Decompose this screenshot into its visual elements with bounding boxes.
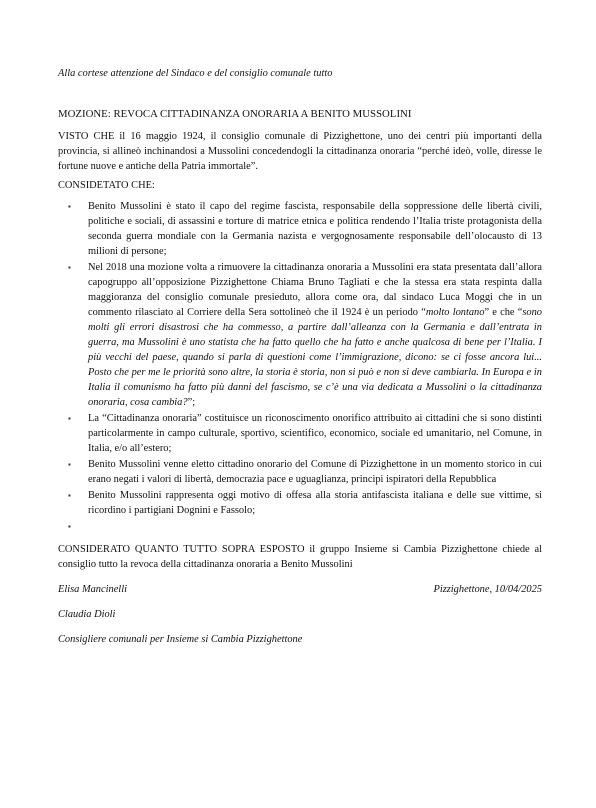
final-paragraph: CONSIDERATO QUANTO TUTTO SOPRA ESPOSTO il gruppo Insieme si Cambia Pizzighettone chiede al consiglio tutto la revoca della cittadinanza onoraria a Benito Mussolini	[58, 544, 542, 570]
place-date: Pizzighettone, 10/04/2025	[433, 584, 542, 595]
signature-row	[58, 582, 542, 597]
considerations-list	[58, 199, 542, 534]
list-item: ▪ La “Cittadinanza onoraria” costituisce un riconoscimento onorifico attribuito ai cittadini che si sono distinti particolarmente in campo culturale, sportivo, scientifico, economico, sociale ed umanitario, nel Comune, in Italia, e/o all’estero;	[88, 411, 542, 456]
signatory-name-2: Claudia Dioli	[58, 609, 116, 620]
list-item	[88, 260, 542, 410]
quote-join: ” e che “	[484, 307, 523, 318]
visto-paragraph: VISTO CHE il 16 maggio 1924, il consiglio comunale di Pizzighettone, uno dei centri più importanti della provincia, si allineò inchinandosi a Mussolini concedendogli la cittadinanza onoraria “perché ideò, volle, diresse le fortune nuove e antiche della Patria immortale”.	[58, 131, 542, 172]
list-item: ▪ Benito Mussolini rappresenta oggi motivo di offesa alla storia antifascista italiana e delle sue vittime, si ricordino i partigiani Dognini e Fassolo;	[88, 488, 542, 518]
list-item: ▪ Benito Mussolini venne eletto cittadino onorario del Comune di Pizzighettone in un momento storico in cui erano negati i valori di libertà, democrazia pace e uguaglianza, principi ispiratori della Repubblica	[88, 457, 542, 487]
considerato-heading: CONSIDETATO CHE:	[58, 180, 155, 191]
list-item-empty	[88, 519, 542, 534]
signatory-name-1: Elisa Mancinelli	[58, 584, 127, 595]
quote-intro: Nel 2018 una mozione volta a rimuovere la cittadinanza onoraria a Mussolini era stata presentata dall’allora capogruppo all’opposizione Pizzighettone Chiama Bruno Tagliati e che la stessa era stata respinta dalla maggioranza del consiglio comunale presieduto, allora come ora, dal sindaco Luca Moggi che in un commento rilasciato al Corriere della Sera sottolineò che il 1924 è un periodo “	[88, 262, 542, 318]
signatory-role: Consigliere comunali per Insieme si Cambia Pizzighettone	[58, 634, 303, 645]
quote-short: molto lontano	[425, 307, 485, 318]
quote-end: ”;	[187, 397, 196, 408]
quote-long: sono molti gli errori disastrosi che ha commesso, a partire dall’alleanza con la Germania e dall’entrata in guerra, ma Mussolini è uno statista che ha fatto quello che ha fatto e anche qualcosa di bene per l’Italia. I più vecchi del paese, quando si parla di questioni come l’immigrazione, dicono: se ci fosse ancora lui... Posto che per me le priorità sono altre, la storia è storia, non si può e non si deve cambiarla. In Europa e in Italia il comunismo ha fatto più danni del fascismo, se c’è una via dedicata a Mussolini o la cittadinanza onoraria, cosa cambia?	[88, 307, 542, 408]
list-item: ▪ Benito Mussolini è stato il capo del regime fascista, responsabile della soppressione delle libertà civili, politiche e sociali, di assassini e torture di matrice etnica e politica rendendo l’Italia triste protagonista della seconda guerra mondiale con la Germania nazista e vergognosamente responsabile dell’olocausto di 13 milioni di persone;	[88, 199, 542, 259]
motion-title: MOZIONE: REVOCA CITTADINANZA ONORARIA A BENITO MUSSOLINI	[58, 108, 412, 120]
address-line: Alla cortese attenzione del Sindaco e del consiglio comunale tutto	[58, 68, 333, 79]
